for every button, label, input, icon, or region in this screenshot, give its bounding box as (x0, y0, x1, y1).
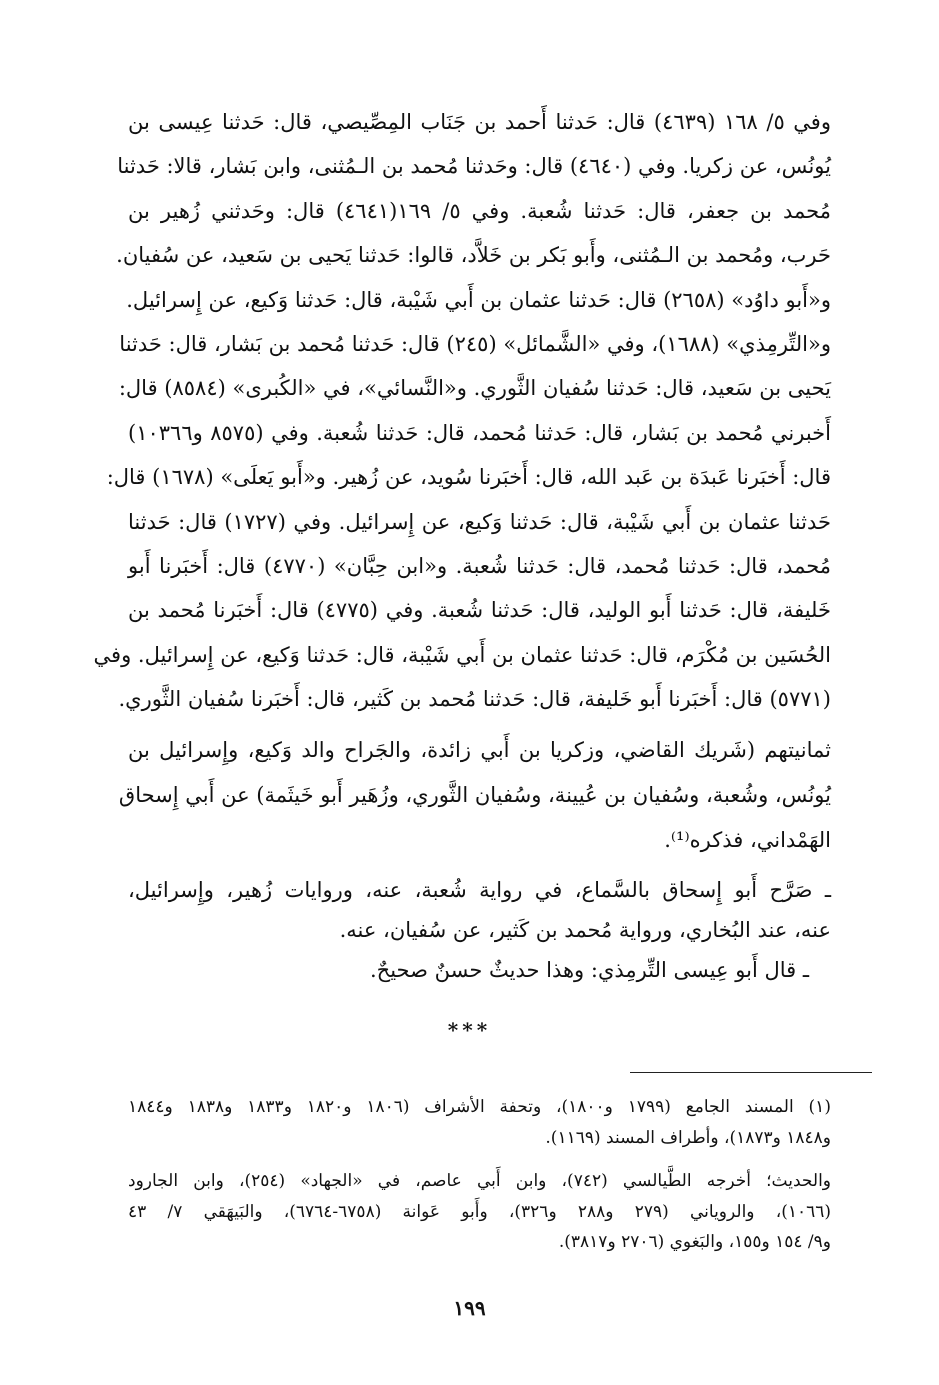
page-number: ١٩٩ (453, 1296, 486, 1320)
text-line: قال: أَخبَرنا عَبدَة بن عَبد الله، قال: أَخبَرنا سُويد، عن زُهير. و«أَبو يَعلَى» (١٦٧٨) قال: (106, 465, 831, 490)
text-line: مُحمد، قال: حَدثنا مُحمد، قال: حَدثنا شُعبة. و«ابن حِبَّان» (٤٧٧٠) قال: أَخبَرنا أَبو (128, 553, 832, 578)
notes-paragraph (128, 870, 831, 990)
text-line: يُونُس، وشُعبة، وسُفيان بن عُيينة، وسُفيان الثَّوري، وزُهَير أَبو خَيثَمة) عن أَبي إِسحاق (118, 783, 831, 807)
footnote-line: و٩/ ١٥٤ و١٥٥، والبَغوي (٢٧٠٦ و٣٨١٧). (558, 1232, 831, 1252)
footnote-line: والحديث؛ أخرجه الطَّيالسي (٧٤٢)، وابن أَبي عاصم، في «الجهاد» (٢٥٤)، وابن الجارود (128, 1171, 831, 1191)
text-line: ـ صَرَّح أَبو إِسحاق بالسَّماع، في رواية شُعبة، عنه، وروايات زُهير، وإِسرائيل، (128, 878, 831, 902)
text-line: خَليفة، قال: حَدثنا أَبو الوليد، قال: حَدثنا شُعبة. وفي (٤٧٧٥) قال: أَخبَرنا مُحمد بن (128, 598, 831, 623)
text-line: و«التِّرمِذي» (١٦٨٨)، وفي «الشَّمائل» (٢٤٥) قال: حَدثنا مُحمد بن بَشار، قال: حَدثنا (119, 331, 831, 356)
text-line: أَخبرني مُحمد بن بَشار، قال: حَدثنا مُحمد، قال: حَدثنا شُعبة. وفي (٨٥٧٥ و١٠٣٦٦) (128, 420, 831, 445)
narrators-paragraph (118, 728, 831, 863)
text-line: يُونُس، عن زكريا. وفي (٤٦٤٠) قال: وحَدثنا مُحمد بن الـمُثنى، وابن بَشار، قالا: حَدثنا (117, 154, 831, 179)
text-line: الهَمْداني، فذكره⁽¹⁾. (664, 828, 831, 852)
text-line: يَحيى بن سَعيد، قال: حَدثنا سُفيان الثَّوري. و«النَّسائي»، في «الكُبرى» (٨٥٨٤) قال: (118, 376, 831, 401)
text-line: الحُسَين بن مُكْرَم، قال: حَدثنا عثمان بن أَبي شَيْبة، قال: حَدثنا وَكيع، عن إِسرائيل. وفي (93, 642, 831, 667)
text-line: ـ قال أَبو عِيسى التِّرمِذي: وهذا حديثٌ حسنٌ صحيحٌ. (369, 958, 809, 982)
text-line: ثمانيتهم (شَريك القاضي، وزكريا بن أَبي زائدة، والجَراح والد وَكيع، وإِسرائيل بن (128, 738, 831, 762)
text-line: حَدثنا عثمان بن أَبي شَيْبة، قال: حَدثنا وَكيع، عن إِسرائيل. وفي (١٧٢٧) قال: حَدثنا (128, 509, 831, 534)
text-line: و«أَبو داوُد» (٢٦٥٨) قال: حَدثنا عثمان بن أَبي شَيْبة، قال: حَدثنا وَكيع، عن إِسرائيل. (126, 287, 831, 312)
text-line: مُحمد بن جعفر، قال: حَدثنا شُعبة. وفي ٥/ ١٦٩(٤٦٤١) قال: وحَدثني زُهير بن (128, 198, 831, 223)
text-line: وفي ٥/ ١٦٨ (٤٦٣٩) قال: حَدثنا أَحمد بن جَنَاب المِصِّيصي، قال: حَدثنا عِيسى بن (128, 110, 831, 134)
text-line: عنه، عند البُخاري، ورواية مُحمد بن كَثير، عن سُفيان، عنه. (339, 918, 831, 942)
footnote-separator (630, 1072, 872, 1073)
footnote-1 (128, 1092, 831, 1153)
text-line: حَرب، ومُحمد بن الـمُثنى، وأَبو بَكر بن خَلاَّد، قالوا: حَدثنا يَحيى بن سَعيد، عن سُفيان. (116, 243, 831, 268)
text-line: (٥٧٧١) قال: أَخبَرنا أَبو خَليفة، قال: حَدثنا مُحمد بن كَثير، قال: أَخبَرنا سُفيان الثَّوري. (118, 687, 831, 712)
section-divider: *** (447, 1018, 492, 1042)
footnote-line: و١٨٤٨ و١٨٧٣)، وأطراف المسند (١١٦٩). (545, 1127, 831, 1148)
hadith-sources-paragraph (93, 100, 832, 721)
footnote-line: (١) المسند الجامع (١٧٩٩ و١٨٠٠)، وتحفة الأشراف (١٨٠٦ و١٨٢٠ و١٨٣٣ و١٨٣٨ و١٨٤٤ (128, 1097, 831, 1117)
footnote-line: (١٠٦٦)، والروياني (٢٧٩ و٢٨٨ و٣٢٦)، وأَبو عَوانة (٦٧٥٨-٦٧٦٤)، والبَيهَقي ٧/ ٤٣ (128, 1201, 832, 1222)
footnote-2 (128, 1166, 831, 1258)
